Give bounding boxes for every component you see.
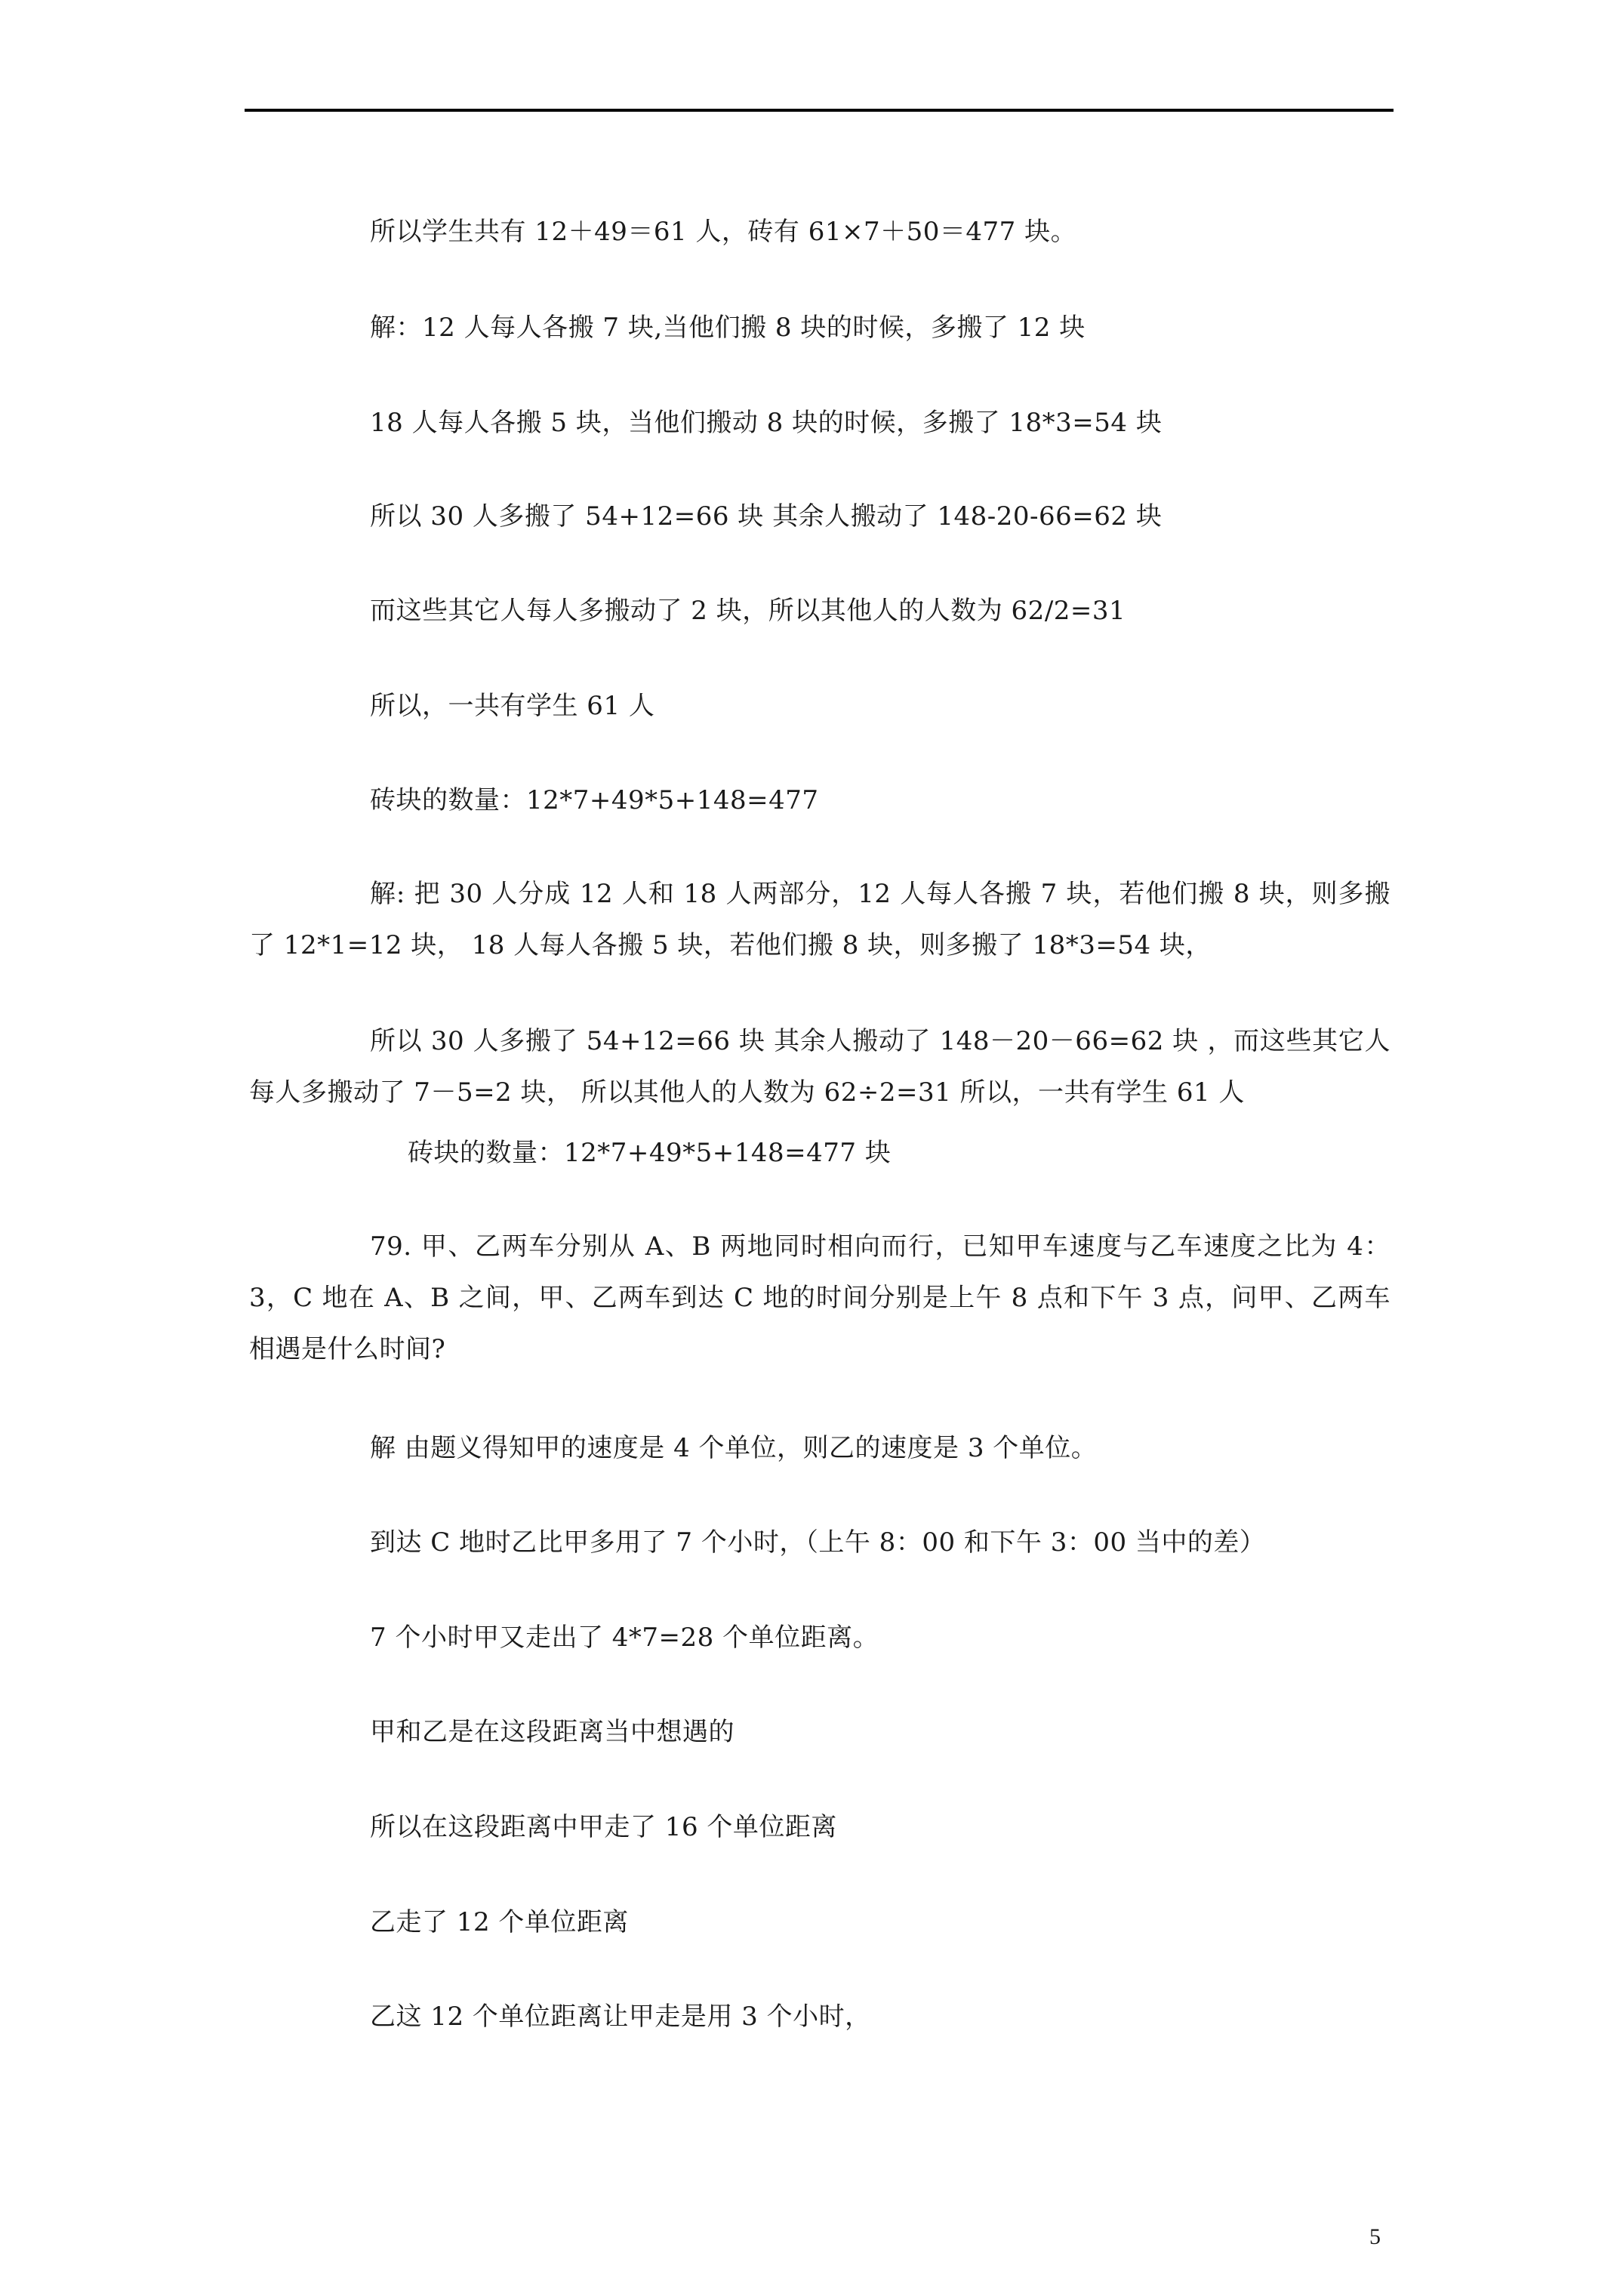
text-line: 到达 C 地时乙比甲多用了 7 个小时，（上午 8：00 和下午 3：00 当中的差） bbox=[370, 1527, 1266, 1558]
text-line: 乙这 12 个单位距离让甲走是用 3 个小时， bbox=[370, 2002, 871, 2032]
text-line: 所以学生共有 12＋49＝61 人，砖有 61×7＋50＝477 块。 bbox=[370, 217, 1077, 247]
text-line: 所以，一共有学生 61 人 bbox=[370, 691, 655, 721]
text-line: 砖块的数量：12*7+49*5+148=477 块 bbox=[408, 1138, 892, 1168]
text-line: 砖块的数量：12*7+49*5+148=477 bbox=[370, 785, 819, 815]
text-line: 所以 30 人多搬了 54+12=66 块 其余人搬动了 148-20-66=62 块 bbox=[370, 501, 1163, 532]
text-line: 7 个小时甲又走出了 4*7=28 个单位距离。 bbox=[370, 1623, 879, 1653]
page-number: 5 bbox=[1369, 2224, 1381, 2249]
header-rule bbox=[245, 109, 1394, 112]
problem-79: 79. 甲、乙两车分别从 A、B 两地同时相向而行，已知甲车速度与乙车速度之比为 4：3，C 地在 A、B 之间，甲、乙两车到达 C 地的时间分别是上午 8 点和下午 3 点，问甲、乙两车相遇是什么时间? bbox=[249, 1231, 1390, 1364]
text-line: 而这些其它人每人多搬动了 2 块，所以其他人的人数为 62/2=31 bbox=[370, 596, 1126, 626]
text-line: 甲和乙是在这段距离当中想遇的 bbox=[370, 1717, 735, 1747]
text-line: 解 由题义得知甲的速度是 4 个单位，则乙的速度是 3 个单位。 bbox=[370, 1433, 1098, 1463]
solution-paragraph: 所以 30 人多搬了 54+12=66 块 其余人搬动了 148－20－66=62 块 ，而这些其它人每人多搬动了 7－5=2 块， 所以其他人的人数为 62÷2=31 所以，一共有学生 61 人 bbox=[249, 1026, 1390, 1108]
text-line: 解：12 人每人各搬 7 块,当他们搬 8 块的时候，多搬了 12 块 bbox=[370, 313, 1086, 343]
solution-paragraph: 解: 把 30 人分成 12 人和 18 人两部分，12 人每人各搬 7 块，若他们搬 8 块，则多搬了 12*1=12 块， 18 人每人各搬 5 块，若他们搬 8 块，则多搬了 18*3=54 块， bbox=[249, 879, 1390, 960]
text-line: 18 人每人各搬 5 块，当他们搬动 8 块的时候，多搬了 18*3=54 块 bbox=[370, 408, 1163, 438]
text-line: 乙走了 12 个单位距离 bbox=[370, 1907, 629, 1937]
text-line: 所以在这段距离中甲走了 16 个单位距离 bbox=[370, 1812, 837, 1842]
